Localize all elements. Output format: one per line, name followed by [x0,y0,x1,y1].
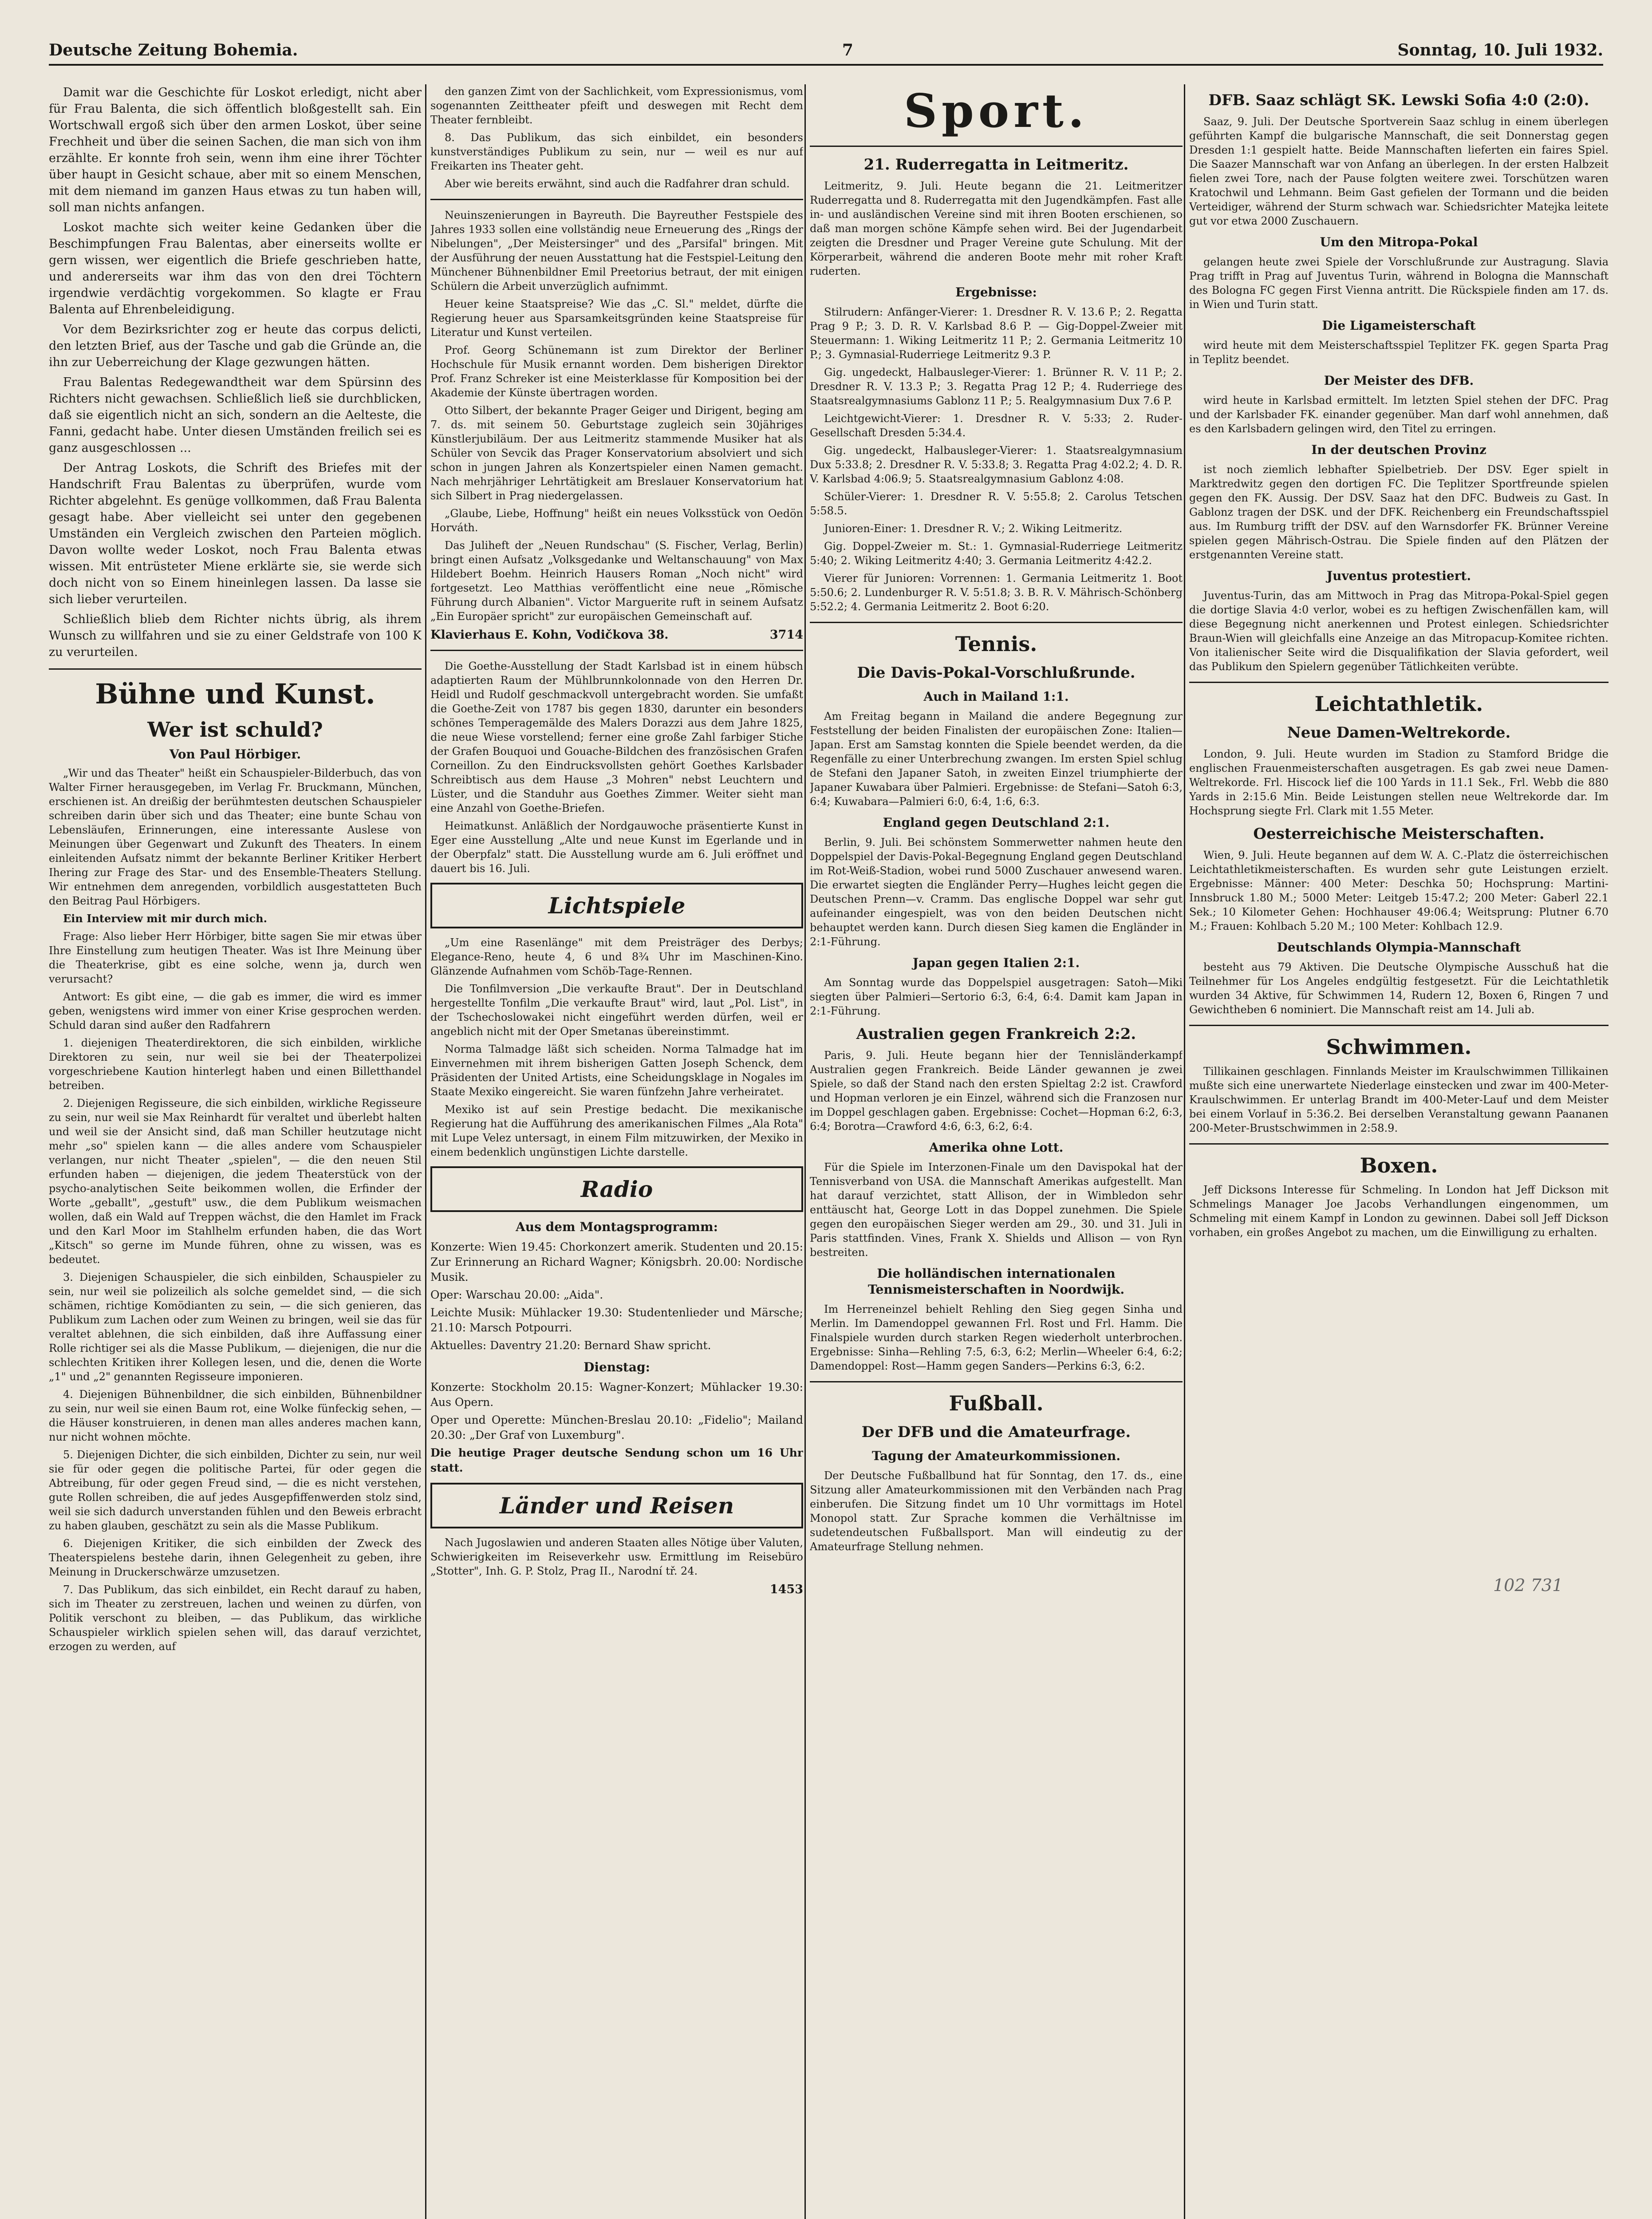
section-title-radio: Radio [430,1166,803,1212]
section-divider [1189,1025,1609,1026]
column-rule [1184,84,1185,2219]
column-rule [804,84,806,2219]
article-headline: England gegen Deutschland 2:1. [883,815,1110,830]
news-item: Neuinszenierungen in Bayreuth. Die Bayreuther Festspiele des Jahres 1933 sollen eine vollständig neue Erneuerung des „Rings der Nibelungen", „Der Meistersinger" und des „Parsifal" bringen. Mit der Ausführung der neuen Ausstattung hat die Festspiel-Leitung den Münchener Bühnenbildner Emil Preetorius betraut, der mit einigen Schülern die Arbeit unverzüglich aufnimmt. [430,209,803,292]
section-title-tennis: Tennis. [955,632,1037,656]
section-divider [49,668,422,670]
article-paragraph: Paris, 9. Juli. Heute begann hier der Tennisländerkampf Australien gegen Frankreich. Beide Länder gewannen je zwei Spiele, so daß der Stand nach den ersten Spieltag 2:2 ist. Crawford und Hopman verloren je ein Einzel, während sich die Franzosen nur im Doppel geschlagen gaben. Ergebnisse: Cochet—Hopman 6:2, 6:3, 6:4; Borotra—Crawford 4:6, 6:3, 6:2, 6:4. [810,1049,1183,1133]
news-item: Die Tonfilmversion „Die verkaufte Braut". Der in Deutschland hergestellte Tonfilm „Die verkaufte Braut" wird, laut „Pol. List", in der Tschechoslowakei nicht eingeführt werden dürfen, weil er angeblich nicht mit der Oper Smetanas übereinstimmt. [430,983,803,1038]
news-item: Otto Silbert, der bekannte Prager Geiger und Dirigent, beging am 7. ds. mit seinem 50. Geburtstage zugleich sein 30jähriges Künstlerjubiläum. Der aus Leitmeritz stammende Musiker hat als Schüler von Sevcik das Prager Konservatorium absolviert und sich schon in jungen Jahren als Konzertspieler einen Namen gemacht. Nach mehrjähriger Lehrtätigkeit am Breslauer Konservatorium hat sich Silbert in Prag niedergelassen. [430,404,803,502]
article-paragraph: 5. Diejenigen Dichter, die sich einbilden, Dichter zu sein, nur weil sie für oder gegen die politische Partei, für oder gegen die Abtreibung, für oder gegen Freud sind, — die es nicht verstehen, gute Rollen schreiben, die auf jedes Ausgepfiffenwerden stolz sind, weil sie sich dadurch unverstanden fühlen und den Beweis erbracht zu haben glauben, geschätzt zu sein als die Masse Publikum. [49,1449,422,1532]
ad-text: Klavierhaus E. Kohn, Vodičkova 38. [430,628,669,642]
section-title-leichtathletik: Leichtathletik. [1314,692,1483,716]
article-paragraph: gelangen heute zwei Spiele der Vorschlußrunde zur Austragung. Slavia Prag trifft in Prag auf Juventus Turin, während in Bologna die Mannschaft des Bologna FC gegen First Vienna antritt. Die Rückspiele finden am 17. ds. in Wien und Turin statt. [1189,256,1609,311]
article-paragraph: Am Sonntag wurde das Doppelspiel ausgetragen: Satoh—Miki siegten über Palmieri—Sertorio 6:3, 6:4, 6:4. Damit kam Japan in 2:1-Führung. [810,976,1183,1017]
article-paragraph: London, 9. Juli. Heute wurden im Stadion zu Stamford Bridge die englischen Frauenmeisterschaften ausgetragen. Es gab zwei neue Damen-Weltrekorde. Frl. Hiscock lief die 100 Yards in 11.1 Sek., Frl. Webb die 880 Yards in 2:15.6 Min. Beide Leistungen stellen neue Weltrekorde dar. Im Hochsprung siegte Frl. Clark mit 1.55 Meter. [1189,748,1609,817]
masthead-date: Sonntag, 10. Juli 1932. [1397,41,1603,59]
article-paragraph: 4. Diejenigen Bühnenbildner, die sich einbilden, Bühnenbildner zu sein, nur weil sie einen Baum rot, eine Wolke fünfeckig sehen, — die Häuser konstruieren, in denen man alles anderes machen kann, nur nicht wohnen möchte. [49,1388,422,1443]
article-headline: DFB. Saaz schlägt SK. Lewski Sofia 4:0 (2:0). [1208,91,1589,109]
section-title-boxen: Boxen. [1360,1153,1438,1177]
article-headline: Um den Mitropa-Pokal [1320,235,1478,249]
article-paragraph: Antwort: Es gibt eine, — die gab es immer, die wird es immer geben, wenigstens wird immer von einer Krise gesprochen werden. Schuld daran sind außer den Radfahrern [49,991,422,1031]
story-paragraph: Schließlich blieb dem Richter nichts übrig, als ihrem Wunsch zu willfahren und sie zu einer Geldstrafe von 100 K zu verurteilen. [49,612,422,659]
article-paragraph: Am Freitag begann in Mailand die andere Begegnung zur Feststellung der beiden Finalisten der europäischen Zone: Italien—Japan. Erst am Samstag konnten die Spiele beendet werden, da die Regenfälle zu einer Unterbrechung zwangen. Im ersten Spiel schlug de Stefani den Japaner Satoh, in zweiten Einzel triumphierte der Japaner Kuwabara über Palmieri. Ergebnisse: de Stefani—Satoh 6:3, 6:4; Kuwabara—Palmieri 6:0, 6:4, 1:6, 6:3. [810,710,1183,808]
result-item: Stilrudern: Anfänger-Vierer: 1. Dresdner R. V. 13.6 P.; 2. Regatta Prag 9 P.; 3. D. R. V. Karlsbad 8.6 P. — Gig-Doppel-Zweier mit Steuermann: 1. Wiking Leitmeritz 11 P.; 2. Germania Leitmeritz 10 P.; 3. Gymnasial-Ruderriege Leitmeritz 9.3 P. [810,306,1183,361]
article-headline: Amerika ohne Lott. [929,1140,1064,1155]
news-item: „Glaube, Liebe, Hoffnung" heißt ein neues Volksstück von Oedön Horváth. [430,507,803,534]
article-subheadline: Tagung der Amateurkommissionen. [871,1449,1121,1463]
result-item: Vierer für Junioren: Vorrennen: 1. Germania Leitmeritz 1. Boot 5:50.6; 2. Lundenburger R. V. 5:51.8; 3. B. R. V. Mährisch-Schönberg 5:52.2; 4. Germania Leitmeritz 2. Boot 6:20. [810,572,1183,613]
masthead-page-number: 7 [842,41,853,59]
article-paragraph: Der Deutsche Fußballbund hat für Sonntag, den 17. ds., eine Sitzung aller Amateurkommissionen mit den Verbänden nach Prag einberufen. Die Sitzung findet um 10 Uhr vormittags im Hotel Monopol statt. Zur Sprache kommen die Verhältnisse im sudetendeutschen Fußballsport. Man will eindeutig zu der Amateurfrage Stellung nehmen. [810,1469,1183,1553]
article-title: Wer ist schuld? [147,718,323,742]
result-item: Schüler-Vierer: 1. Dresdner R. V. 5:55.8; 2. Carolus Tetschen 5:58.5. [810,490,1183,517]
news-item: Norma Talmadge läßt sich scheiden. Norma Talmadge hat im Einvernehmen mit ihrem bisherigen Gatten Joseph Schenck, dem Präsidenten der United Artists, eine Scheidungsklage in Nogales im Staate Mexiko eingereicht. Sie waren fünfzehn Jahre verheiratet. [430,1043,803,1098]
radio-program-item: Oper: Warschau 20.00: „Aida". [430,1288,603,1301]
news-item: Heimatkunst. Anläßlich der Nordgauwoche präsentierte Kunst in Eger eine Ausstellung „Alte und neue Kunst im Egerlande und in der Oberpfalz" statt. Die Ausstellung wurde am 6. Juli eröffnet und dauert bis 16. Juli. [430,820,803,875]
article-paragraph: Leitmeritz, 9. Juli. Heute begann die 21. Leitmeritzer Ruderregatta und 8. Ruderregatta mit den Jugendkämpfen. Fast alle in- und ausländischen Vereine sind mit ihren Booten erschienen, so daß man morgen schöne Kämpfe sehen wird. Bei der Jugendarbeit zeigten die Dresdner und Prager Vereine gute Schulung. Mit der Körperarbeit, während die anderen Boote mehr mit roher Kraft ruderten. [810,180,1183,277]
travel-ad: Nach Jugoslawien und anderen Staaten alles Nötige über Valuten, Schwierigkeiten im Reiseverkehr usw. Ermittlung im Reisebüro „Stotter", Inh. G. P. Stolz, Prag II., Narodní tř. 24. [430,1536,803,1577]
pencil-annotation: 102 731 [1493,1575,1563,1595]
column-rule [425,84,426,2219]
article-paragraph: Berlin, 9. Juli. Bei schönstem Sommerwetter nahmen heute den Doppelspiel der Davis-Pokal-Begegnung England gegen Deutschland im Rot-Weiß-Stadion, wobei rund 5000 Zuschauer anwesend waren. Die erwartet siegten die Engländer Perry—Hughes leicht gegen die Deutschen Prenn—v. Cramm. Das englische Doppel war sehr gut aufeinander eingespielt, was von den beiden Deutschen nicht behauptet werden kann. Durch diesen Sieg kamen die Engländer in 2:1-Führung. [810,836,1183,948]
radio-program-item: Oper und Operette: München-Breslau 20.10: „Fidelio"; Mailand 20.30: „Der Graf von Luxemburg". [430,1414,803,1441]
article-headline: Juventus protestiert. [1326,569,1471,583]
news-item: Die Goethe-Ausstellung der Stadt Karlsbad ist in einem hübsch adaptierten Raum der Mühlbrunnkolonnade von den Herren Dr. Heidl und Rudolf geschmackvoll untergebracht worden. Sie umfaßt die Goethe-Zeit von 1787 bis gegen 1830, darunter ein besonders schönes Temperagemälde des Malers Dorazzi aus dem Jahre 1825, die neue Wiese vorstellend; ferner eine große Zahl farbiger Stiche der Grafen Bouquoi und Gouache-Bildchen des französischen Grafen Corneillon. Zu den Eindrucksvollsten gehört Goethes Karlsbader Schreibtisch aus dem Hause „3 Mohren" nebst Leuchtern und Lüster, und die Standuhr aus Goethes Zimmer. Weiter sieht man eine Anzahl von Goethe-Briefen. [430,660,803,814]
story-paragraph: Vor dem Bezirksrichter zog er heute das corpus delicti, den letzten Brief, aus der Tasche und gab die Gründe an, die ihn zur Ueberreichung der Klage gezwungen hätten. [49,323,422,369]
section-title-buehne: Bühne und Kunst. [95,678,375,710]
column-3 [810,84,1183,2219]
section-title-sport: Sport. [903,84,1089,138]
section-title-schwimmen: Schwimmen. [1326,1035,1472,1059]
result-item: Gig. ungedeckt, Halbausleger-Vierer: 1. Brünner R. V. 11 P.; 2. Dresdner R. V. 13.3 P.; 3. Regatta Prag 12 P.; 4. Ruderriege des Staatsrealgymnasiums Gablonz 11 P.; 5. Realgymnasium Dux 7.6 P. [810,366,1183,407]
article-paragraph: 2. Diejenigen Regisseure, die sich einbilden, wirkliche Regisseure zu sein, nur weil sie Max Reinhardt für veraltet und überlebt halten und weil sie der Ansicht sind, daß man Schiller heutzutage nicht mehr „so" spielen kann — die alles andere vom Schauspieler verlangen, nur nicht Theater „spielen", — die den neuen Stil erfunden haben — diejenigen, die jedem Theaterstück von der psycho-analytischen Seite beikommen wollen, die Erfinder der Worte „geballt", „gestuft" usw., die dem Publikum weismachen wollen, daß ein Wald auf Treppen wächst, die den Hamlet im Frack und den Karl Moor im Stahlhelm erfunden haben, die das Wort „Kitsch" so gerne im Munde führen, ohne zu wissen, was es bedeutet. [49,1097,422,1266]
masthead [49,22,1603,66]
ad-number: 1453 [769,1583,803,1596]
ad-number: 3714 [769,628,803,642]
section-divider [810,146,1183,147]
article-paragraph: ist noch ziemlich lebhafter Spielbetrieb. Der DSV. Eger spielt in Marktredwitz gegen den dortigen FC. Die Teplitzer Sportfreunde spielen gegen den FK. Aussig. Der DSV. Saaz hat den DFC. Budweis zu Gast. In Gablonz tragen der DSK. und der DFK. Reichenberg ein Freundschaftsspiel aus. Im Rumburg trifft der DSV. auf den Warnsdorfer FK. Brünner Vereine spielen gegen Mährisch-Ostrau. Die Spiele finden auf den Plätzen der erstgenannten Vereine statt. [1189,463,1609,561]
article-paragraph: 6. Diejenigen Kritiker, die sich einbilden der Zweck des Theaterspielens bestehe darin, ihnen Gelegenheit zu geben, ihre Meinung in Druckerschwärze umzusetzen. [49,1537,422,1578]
section-divider [810,1381,1183,1382]
radio-program-item: Konzerte: Stockholm 20.15: Wagner-Konzert; Mühlacker 19.30: Aus Opern. [430,1381,803,1409]
article-paragraph: wird heute mit dem Meisterschaftsspiel Teplitzer FK. gegen Sparta Prag in Teplitz beendet. [1189,339,1609,366]
story-paragraph: Frau Balentas Redegewandtheit war dem Spürsinn des Richters nicht gewachsen. Schließlich ließ sie durchblicken, daß sie eigentlich nicht an sich, sondern an die Aelteste, die Fanni, gedacht habe. Unter diesen Umständen freilich sei es ganz ausgeschlossen ... [49,375,422,455]
masthead-paper-name: Deutsche Zeitung Bohemia. [49,41,298,59]
article-paragraph: Im Herreneinzel behielt Rehling den Sieg gegen Sinha und Merlin. Im Damendoppel gewannen Frl. Rost und Frl. Hamm. Die Finalspiele wurden durch starken Regen wiederholt unterbrochen. Ergebnisse: Sinha—Rehling 7:5, 6:3, 6:2; Merlin—Wheeler 6:4, 6:2; Damendoppel: Rost—Hamm gegen Sanders—Perkins 6:3, 6:2. [810,1303,1183,1372]
article-paragraph: Ein Interview mit mir durch mich. [63,912,267,925]
result-item: Leichtgewicht-Vierer: 1. Dresdner R. V. 5:33; 2. Ruder-Gesellschaft Dresden 5:34.4. [810,412,1183,439]
story-paragraph: Damit war die Geschichte für Loskot erledigt, nicht aber für Frau Balenta, die sich öffentlich bloßgestellt sah. Ein Wortschwall ergoß sich über den armen Loskot, über seine Frechheit und über die seinen Sachen, die man sich von ihm erzählte. Er konnte froh sein, wenn ihm eine ihrer Töchter über haupt in Gesicht schaue, aber mit so einem Menschen, mit dem niemand im ganzen Haus etwas zu tun haben will, soll man nichts anfangen. [49,86,422,214]
article-paragraph: den ganzen Zimt von der Sachlichkeit, vom Expressionismus, vom sogenannten Zeittheater pfeift und deswegen mit Recht dem Theater fernbleibt. [430,85,803,126]
article-paragraph: Saaz, 9. Juli. Der Deutsche Sportverein Saaz schlug in einem überlegen geführten Kampf die bulgarische Mannschaft, die seit Donnerstag gegen Dresden 1:1 gespielt hatte. Beide Mannschaften lieferten ein faires Spiel. Die Saazer Mannschaft war von Anfang an überlegen. In der ersten Halbzeit fielen zwei Tore, nach der Pause folgten weitere zwei. Torschützen waren Kratochwil und Lehmann. Beim Gast gefielen der Tormann und die beiden Verteidiger, während der Sturm schwach war. Schiedsrichter Matejka leitete gut vor etwa 2000 Zuschauern. [1189,115,1609,227]
article-headline: Die holländischen internationalen Tennismeisterschaften in Noordwijk. [867,1266,1125,1297]
radio-program-item: Konzerte: Wien 19.45: Chorkonzert amerik. Studenten und 20.15: Zur Erinnerung an Richard Wagner; Königsbrh. 20.00: Nordische Musik. [430,1240,803,1283]
radio-subtitle: Aus dem Montagsprogramm: [516,1220,718,1234]
section-divider [1189,1143,1609,1145]
column-1 [49,84,422,2219]
result-item: Gig. ungedeckt, Halbausleger-Vierer: 1. Staatsrealgymnasium Dux 5:33.8; 2. Dresdner R. V. 5:33.8; 3. Regatta Prag 4:02.2; 4. D. R. V. Karlsbad 4:06.9; 5. Staatsrealgymnasium Gablonz 4:08. [810,444,1183,485]
article-paragraph: 3. Diejenigen Schauspieler, die sich einbilden, Schauspieler zu sein, nur weil sie polizeilich als solche gemeldet sind, — die sich schämen, richtige Komödianten zu sein, — die sich genieren, das Publikum zum Lachen oder zum Weinen zu bringen, weil sie das für veraltet ablehnen, die sich einbilden, daß ihre Auffassung einer Rolle richtiger sei als die Masse Publikum, — diejenigen, die nur die schlechten Kritiken ihrer Kollegen lesen, und die, denen die Worte „1" und „2" genannten Regisseure imponieren. [49,1271,422,1383]
article-paragraph: wird heute in Karlsbad ermittelt. Im letzten Spiel stehen der DFC. Prag und der Karlsbader FK. einander gegenüber. Man darf wohl annehmen, daß es den Karlsbadern gelingen wird, den Titel zu erringen. [1189,394,1609,435]
article-paragraph: besteht aus 79 Aktiven. Die Deutsche Olympische Ausschuß hat die Teilnehmer für Los Angeles endgültig festgesetzt. Für die Leichtathletik wurden 34 Aktive, für Schwimmen 14, Rudern 12, Boxen 6, Ringen 7 und Gewichtheben 6 nominiert. Die Mannschaft reist am 14. Juli ab. [1189,961,1609,1016]
section-divider [430,650,803,651]
article-paragraph: Für die Spiele im Interzonen-Finale um den Davispokal hat der Tennisverband von USA. die Mannschaft Amerikas aufgestellt. Man hat darauf verzichtet, statt Allison, der in Wimbledon sehr enttäuscht hat, George Lott in das Doppel zunehmen. Die Spiele gegen den europäischen Sieger werden am 29., 30. und 31. Juli in Paris stattfinden. Vines, Frank X. Shields und Allison — von Ryn bestreiten. [810,1161,1183,1259]
news-item: Mexiko ist auf sein Prestige bedacht. Die mexikanische Regierung hat die Aufführung des amerikanischen Filmes „Ala Rota" mit Lupe Velez untersagt, in einem Film mitzuwirken, der Mexiko in einem bedenklich ungünstigen Lichte darstelle. [430,1103,803,1158]
article-paragraph: 1. diejenigen Theaterdirektoren, die sich einbilden, wirkliche Direktoren zu sein, nur weil sie bei der Theaterpolizei vorgeschriebene Kaution hinterlegt haben und einen Billetthandel betreiben. [49,1037,422,1092]
article-paragraph: Wien, 9. Juli. Heute begannen auf dem W. A. C.-Platz die österreichischen Leichtathletikmeisterschaften. Es wurden sehr gute Leistungen erzielt. Ergebnisse: Männer: 400 Meter: Deschka 50; Hochsprung: Martini-Innsbruck 1.80 M.; 5000 Meter: Leitgeb 15:47.2; 200 Meter: Gaberl 22.1 Sek.; 10 Kilometer Gehen: Hochhauser 49:06.4; Weitsprung: Plutner 6.70 M.; Frauen: Kohlbach 5.20 M.; 100 Meter: Kohlbach 12.9. [1189,849,1609,932]
article-headline: Deutschlands Olympia-Mannschaft [1277,940,1521,955]
results-title: Ergebnisse: [955,285,1037,300]
story-paragraph: Der Antrag Loskots, die Schrift des Briefes mit der Handschrift Frau Balentas zu überprüfen, wurde vom Richter abgelehnt. Es genüge vollkommen, daß Frau Balenta gesagt habe. Aber vielleicht sei unter den gegebenen Umständen ein Vergleich zwischen den Parteien möglich. Davon wollte weder Loskot, noch Frau Balenta etwas wissen. Mit entrüsteter Miene erklärte sie, sie werde sich doch nicht von so Einem hineinlegen lassen. Da lasse sie sich lieber verurteilen. [49,461,422,606]
article-headline: Der Meister des DFB. [1324,373,1474,388]
article-paragraph: Juventus-Turin, das am Mittwoch in Prag das Mitropa-Pokal-Spiel gegen die dortige Slavia 4:0 verlor, wobei es zu heftigen Zwischenfällen kam, will diese Begegnung nicht anerkennen und Protest einlegen. Schiedsrichter Braun-Wien will gleichfalls eine Anzeige an das Mitropacup-Komitee richten. Von italienischer Seite wird die Disqualifikation der Slavia gefordert, weil das Publikum den Spielern gegenüber Tätlichkeiten verübte. [1189,589,1609,673]
article-headline: In der deutschen Provinz [1311,442,1486,457]
travel-ad-number-row [430,1583,803,1596]
article-paragraph: 7. Das Publikum, das sich einbildet, ein Recht darauf zu haben, sich im Theater zu zerstreuen, lachen und weinen zu dürfen, von Politik verschont zu bleiben, — das Publikum, das wirkliche Schauspieler wirklich spielen sehen will, das darauf verzichtet, erzogen zu werden, auf [49,1583,422,1653]
article-paragraph: Frage: Also lieber Herr Hörbiger, bitte sagen Sie mir etwas über Ihre Einstellung zum heutigen Theater. Was ist Ihre Meinung über die Theaterkrise, gibt es eine solche, wenn ja, durch wen verursacht? [49,930,422,985]
column-2 [430,84,803,2219]
column-4 [1189,84,1609,2219]
news-item: Prof. Georg Schünemann ist zum Direktor der Berliner Hochschule für Musik ernannt worden. Dem bisherigen Direktor Prof. Franz Schreker ist eine Meisterklasse für Komposition bei der Akademie der Künste übertragen worden. [430,344,803,399]
article-headline: Japan gegen Italien 2:1. [912,956,1080,970]
article-paragraph: Aber wie bereits erwähnt, sind auch die Radfahrer dran schuld. [445,178,790,190]
article-paragraph: „Wir und das Theater" heißt ein Schauspieler-Bilderbuch, das von Walter Firner herausgegeben, im Verlag Fr. Bruckmann, München, erschienen ist. An dreißig der berühmtesten deutschen Schauspieler schreiben darin über sich und das Theater; eine bunte Schau von Lebensläufen, Erinnerungen, eine interessante Auslese von Meinungen über Gegenwart und Zukunft des Theaters. In einem einleitenden Aufsatz nimmt der bekannte Berliner Kritiker Herbert Ihering zur Frage des Star- und des Ensemble-Theaters Stellung. Wir entnehmen dem anregenden, vorbildlich ausgestatteten Buch den Beitrag Paul Hörbigers. [49,767,422,907]
article-headline: Der DFB und die Amateurfrage. [861,1423,1131,1441]
article-subheadline: Auch in Mailand 1:1. [923,689,1069,704]
article-paragraph: Tillikainen geschlagen. Finnlands Meister im Kraulschwimmen Tillikainen mußte sich eine unerwartete Niederlage einstecken und zwar im 400-Meter-Kraulschwimmen. Er unterlag Brandt im 400-Meter-Lauf und dem Meister bei einem Vorlauf in 5:36.2. Bei derselben Veranstaltung gewann Paananen 200-Meter-Brustschwimmen in 2:58.9. [1189,1065,1609,1134]
radio-note: Die heutige Prager deutsche Sendung schon um 16 Uhr statt. [430,1446,803,1474]
radio-program-item: Aktuelles: Daventry 21.20: Bernard Shaw spricht. [430,1339,711,1352]
article-byline: Von Paul Hörbiger. [169,747,301,762]
section-title-fussball: Fußball. [949,1391,1044,1415]
section-divider [430,199,803,200]
article-headline: 21. Ruderregatta in Leitmeritz. [863,156,1129,174]
article-headline: Die Ligameisterschaft [1322,318,1476,333]
section-divider [810,622,1183,623]
news-item: Heuer keine Staatspreise? Wie das „C. Sl." meldet, dürfte die Regierung heuer aus Sparsamkeitsgründen keine Staatspreise für Literatur und Kunst verteilen. [430,298,803,339]
classified-ad [430,628,803,642]
story-paragraph: Loskot machte sich weiter keine Gedanken über die Beschimpfungen Frau Balentas, aber einerseits wollte er gern wissen, wer eigentlich die Briefe geschrieben hatte, und andererseits war ihm das von den drei Töchtern irgendwie verdächtig vorgekommen. So klagte er Frau Balenta auf Ehrenbeleidigung. [49,221,422,316]
radio-program-item: Leichte Musik: Mühlacker 19.30: Studentenlieder und Märsche; 21.10: Marsch Potpourri. [430,1306,803,1334]
article-headline: Neue Damen-Weltrekorde. [1287,724,1511,742]
news-item: „Um eine Rasenlänge" mit dem Preisträger des Derbys; Elegance-Reno, heute 4, 6 und 8¾ Uhr im Maschinen-Kino. Glänzende Aufnahmen vom Schöb-Tage-Rennen. [430,936,803,977]
result-item: Junioren-Einer: 1. Dresdner R. V.; 2. Wiking Leitmeritz. [824,522,1123,535]
article-headline: Oesterreichische Meisterschaften. [1253,825,1545,843]
result-item: Gig. Doppel-Zweier m. St.: 1. Gymnasial-Ruderriege Leitmeritz 5:40; 2. Wiking Leitmeritz 4:40; 3. Germania Leitmeritz 4:42.2. [810,540,1183,567]
article-paragraph: Jeff Dicksons Interesse für Schmeling. In London hat Jeff Dickson mit Schmelings Manager Joe Jacobs Verhandlungen eingenommen, um Schmeling mit einem Kampf in London zu gewinnen. Dabei soll Jeff Dickson vorhaben, ein großes Angebot zu machen, um die Einwilligung zu erhalten. [1189,1184,1609,1239]
section-title-lichtspiele: Lichtspiele [430,883,803,928]
article-headline: Die Davis-Pokal-Vorschlußrunde. [857,664,1136,682]
section-divider [1189,682,1609,683]
article-headline: Australien gegen Frankreich 2:2. [856,1025,1136,1043]
article-paragraph: 8. Das Publikum, das sich einbildet, ein besonders kunstverständiges Publikum zu sein, nur — weil es nur auf Freikarten ins Theater geht. [430,131,803,172]
radio-day-title: Dienstag: [584,1360,650,1374]
section-title-laender: Länder und Reisen [430,1483,803,1528]
news-item: Das Juliheft der „Neuen Rundschau" (S. Fischer, Verlag, Berlin) bringt einen Aufsatz „Volksgedanke und Weltanschauung" von Max Hildebert Boehm. Heinrich Hausers Roman „Noch nicht" wird fortgesetzt. Leo Matthias veröffentlicht eine neue „Römische Führung durch Albanien". Victor Marguerite ruft in seinem Aufsatz „Ein Europäer spricht" zur europäischen Gemeinschaft auf. [430,539,803,623]
